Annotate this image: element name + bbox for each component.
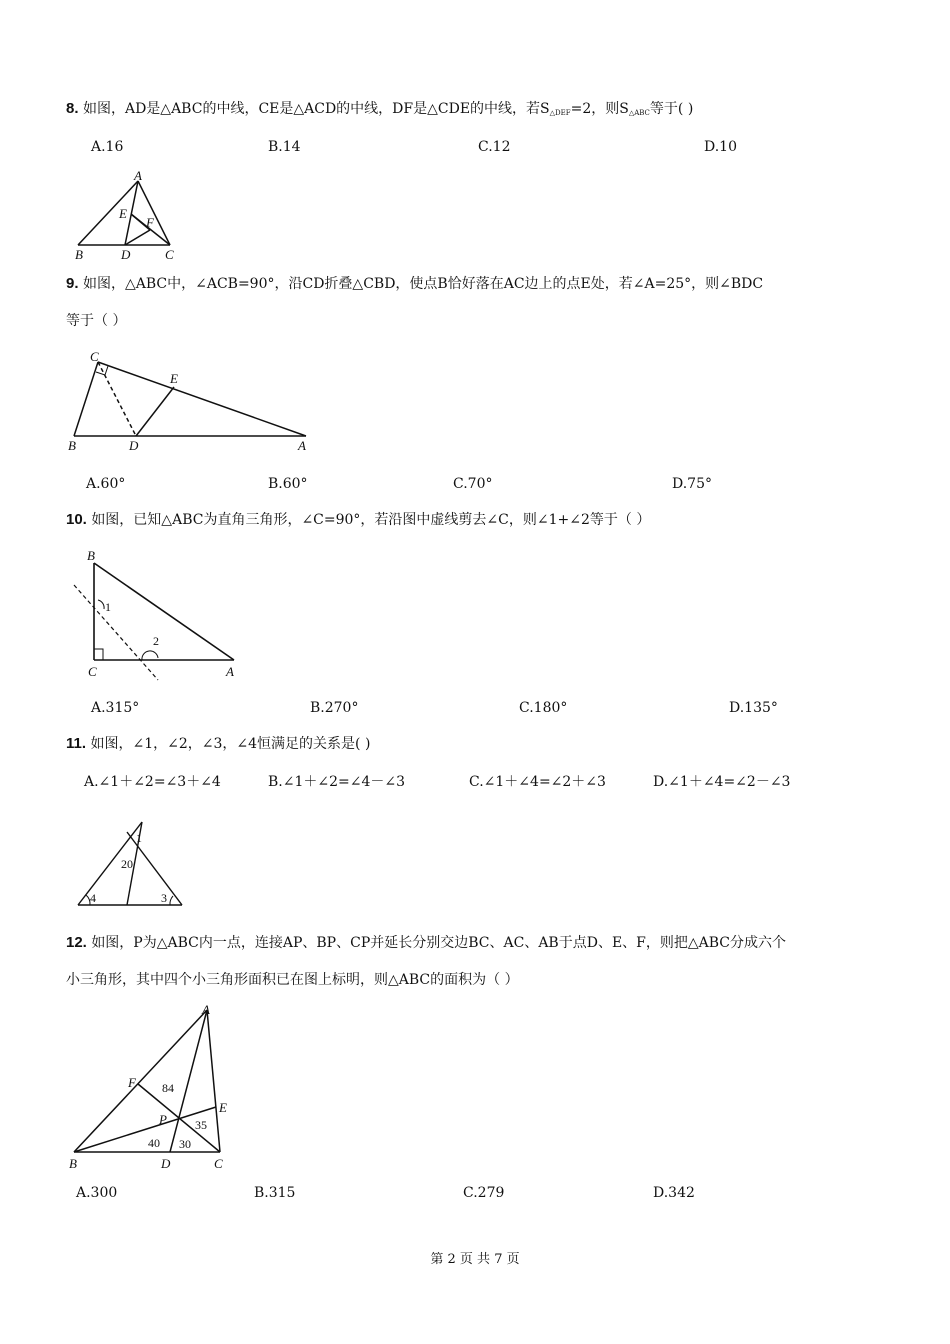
q12-label-a: A: [202, 1002, 210, 1017]
q9-option-a[interactable]: A.60°: [86, 476, 126, 492]
q12-stem-line2: 小三角形，其中四个小三角形面积已在图上标明，则△ABC的面积为（ ）: [66, 972, 519, 988]
q8-label-e: E: [119, 206, 127, 221]
q8-option-d[interactable]: D.10: [704, 139, 737, 155]
q8-sub-def: △DEF: [549, 109, 571, 117]
q11-text: 如图，∠1，∠2，∠3，∠4恒满足的关系是( ): [90, 736, 371, 752]
q8-stem: [66, 99, 693, 123]
q12-area-30: 30: [179, 1137, 191, 1151]
q8-label-f: F: [146, 215, 154, 230]
q8-option-c[interactable]: C.12: [478, 139, 511, 155]
q11-option-b[interactable]: B.∠1＋∠2=∠4－∠3: [268, 774, 406, 790]
q11-number: 11.: [66, 735, 87, 752]
q10-label-a: A: [226, 664, 234, 679]
q12-text: 如图，P为△ABC内一点，连接AP、BP、CP并延长分别交边BC、AC、AB于点D、E、F，则把△ABC分成六个: [91, 935, 787, 951]
q9-label-b: B: [68, 438, 76, 453]
q12-label-f: F: [128, 1075, 136, 1090]
q9-label-e: E: [170, 371, 178, 386]
q8-option-a[interactable]: A.16: [91, 139, 124, 155]
q10-stem: [66, 510, 650, 530]
q11-option-c[interactable]: C.∠1＋∠4=∠2＋∠3: [469, 774, 606, 790]
q9-option-b[interactable]: B.60°: [268, 476, 308, 492]
q8-label-a: A: [134, 168, 142, 183]
q10-figure: [66, 545, 246, 681]
q12-label-c: C: [214, 1156, 223, 1171]
q8-number: 8.: [66, 100, 79, 117]
q9-label-d: D: [129, 438, 139, 453]
q8-text-b: =2，则S: [570, 101, 629, 117]
q10-option-d[interactable]: D.135°: [729, 700, 778, 716]
q12-figure: [66, 1002, 246, 1172]
q10-angle-2: 2: [153, 634, 159, 648]
q11-stem: [66, 734, 370, 754]
q10-angle-1: 1: [105, 600, 111, 614]
q9-label-c: C: [90, 349, 99, 364]
q9-stem-line2: 等于（ ）: [66, 313, 127, 329]
q9-figure: [66, 345, 311, 453]
q8-label-d: D: [121, 247, 131, 262]
q9-option-c[interactable]: C.70°: [453, 476, 493, 492]
q10-label-c: C: [88, 664, 97, 679]
q10-text: 如图，已知△ABC为直角三角形，∠C=90°，若沿图中虚线剪去∠C，则∠1+∠2等于（ ）: [91, 512, 651, 528]
q11-angle-2: 20: [121, 857, 133, 871]
q12-option-a[interactable]: A.300: [76, 1185, 118, 1201]
q12-label-d: D: [161, 1156, 171, 1171]
q9-stem: [66, 274, 763, 294]
q9-label-a: A: [298, 438, 306, 453]
q10-option-a[interactable]: A.315°: [91, 700, 140, 716]
q8-option-b[interactable]: B.14: [268, 139, 301, 155]
q10-option-b[interactable]: B.270°: [310, 700, 359, 716]
q12-area-35: 35: [195, 1118, 207, 1132]
q12-option-d[interactable]: D.342: [653, 1185, 695, 1201]
page-footer: 第 2 页 共 7 页: [430, 1252, 520, 1267]
q8-text-c: 等于( ): [649, 101, 694, 117]
q10-option-c[interactable]: C.180°: [519, 700, 568, 716]
q11-angle-4: 4: [90, 891, 96, 905]
q11-option-a[interactable]: A.∠1＋∠2=∠3＋∠4: [84, 774, 221, 790]
q8-figure: [70, 168, 180, 263]
q12-area-40: 40: [148, 1136, 160, 1150]
q9-number: 9.: [66, 275, 79, 292]
q11-angle-1: 1: [136, 831, 142, 845]
q12-option-b[interactable]: B.315: [254, 1185, 296, 1201]
q8-label-b: B: [75, 247, 83, 262]
q10-label-b: B: [87, 548, 95, 563]
q12-area-84: 84: [162, 1081, 174, 1095]
q9-text: 如图，△ABC中，∠ACB=90°，沿CD折叠△CBD，使点B恰好落在AC边上的点E处，若∠A=25°，则∠BDC: [82, 276, 764, 292]
q11-option-d[interactable]: D.∠1＋∠4=∠2－∠3: [653, 774, 791, 790]
q9-option-d[interactable]: D.75°: [672, 476, 712, 492]
q8-sub-abc: △ABC: [628, 109, 650, 117]
q12-label-p: P: [159, 1112, 167, 1127]
q10-number: 10.: [66, 511, 87, 528]
q12-label-e: E: [219, 1100, 227, 1115]
q12-number: 12.: [66, 934, 87, 951]
q11-figure: [70, 810, 190, 910]
q8-label-c: C: [165, 247, 174, 262]
q12-option-c[interactable]: C.279: [463, 1185, 505, 1201]
q11-angle-3: 3: [161, 891, 167, 905]
q8-text: 如图，AD是△ABC的中线，CE是△ACD的中线，DF是△CDE的中线，若S: [82, 101, 550, 117]
q12-label-b: B: [69, 1156, 77, 1171]
q12-stem: [66, 933, 786, 953]
